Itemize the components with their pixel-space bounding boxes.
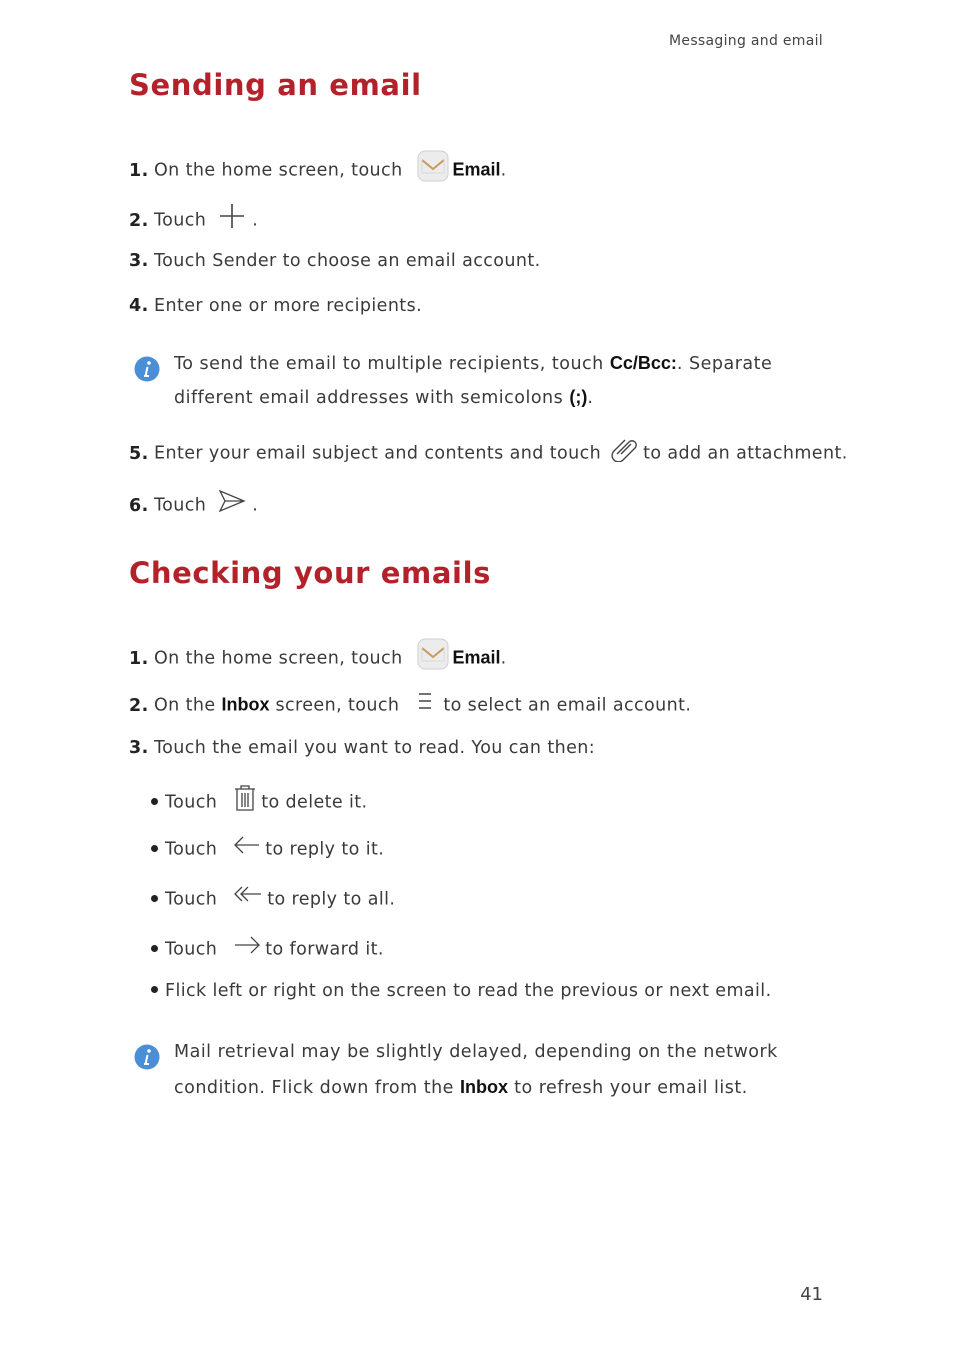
plus-icon — [218, 202, 246, 235]
note-line-2: condition. Flick down from the Inbox to refresh your email list. — [174, 1077, 748, 1098]
note-line-1: Mail retrieval may be slightly delayed, depending on the network — [174, 1042, 778, 1062]
trash-icon — [233, 784, 257, 817]
sending-step-4: 4. Enter one or more recipients. — [129, 296, 423, 316]
section-title-checking: Checking your emails — [129, 556, 491, 590]
forward-icon — [233, 934, 261, 961]
sending-step-6: 6. Touch . — [129, 490, 258, 521]
section-title-sending: Sending an email — [129, 68, 422, 102]
reply-all-icon — [233, 884, 263, 911]
menu-icon — [417, 690, 433, 717]
email-app-icon — [417, 150, 449, 187]
bullet-delete: Touch to delete it. — [151, 786, 368, 819]
bullet-reply-all: Touch to reply to all. — [151, 886, 395, 913]
bullet-reply: Touch to reply to it. — [151, 836, 384, 863]
sending-step-2: 2. Touch . — [129, 204, 258, 237]
page-number: 41 — [800, 1284, 823, 1305]
send-icon — [218, 488, 246, 519]
note-line-2: different email addresses with semicolons (;). — [174, 387, 594, 408]
checking-step-1: 1. On the home screen, touch Email. — [129, 640, 507, 677]
sending-step-1: 1. On the home screen, touch Email. — [129, 152, 507, 189]
email-app-icon — [417, 638, 449, 675]
checking-step-2: 2. On the Inbox screen, touch to select an email account. — [129, 692, 691, 719]
bullet-forward: Touch to forward it. — [151, 936, 384, 963]
sending-step-3: 3. Touch Sender to choose an email account. — [129, 251, 541, 271]
paperclip-icon — [611, 436, 641, 467]
reply-icon — [233, 834, 261, 861]
sending-step-5: 5. Enter your email subject and contents and touch to add an attachment. — [129, 438, 848, 469]
bullet-flick: Flick left or right on the screen to read the previous or next email. — [151, 981, 772, 1001]
running-header: Messaging and email — [669, 33, 823, 49]
info-icon — [134, 1043, 162, 1075]
info-icon — [134, 355, 162, 387]
checking-step-3: 3. Touch the email you want to read. You can then: — [129, 738, 596, 758]
note-line-1: To send the email to multiple recipients, touch Cc/Bcc:. Separate — [174, 353, 773, 374]
